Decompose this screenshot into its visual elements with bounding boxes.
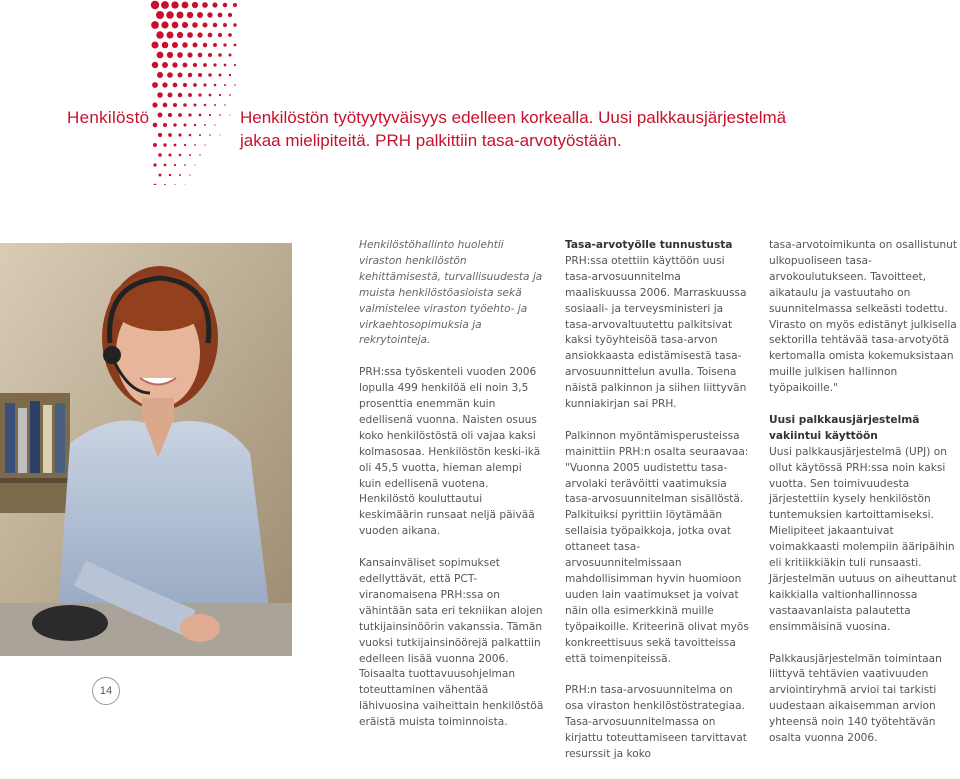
decorative-dot [214,104,216,106]
decorative-dot [203,83,206,86]
paragraph: Uusi palkkausjärjestelmä (UPJ) on ollut käytössä PRH:ssa noin kaksi vuotta. Sen toimivuudesta järjestettiin kysely henkilöstön tuntemuksien kartoittamiseksi. Mielipiteet jakaantuivat voimakkaasti molempiin ääripäihin eli kritiikkiäkin tuli runsaasti. Järjestelmän uutuus on aiheuttanut kaikkialla valtionhallinnossa vastaavanlaista palautetta ensimmäisinä vuosina. [769,445,957,633]
decorative-dot [167,72,173,78]
decorative-dot [173,83,178,88]
decorative-dot [229,94,231,96]
decorative-dot [219,94,221,96]
decorative-dot [203,43,207,47]
decorative-dot [214,124,215,125]
decorative-dot [187,52,192,57]
section-heading: Uusi palkkausjärjestelmä vakiintui käyttöön [769,413,920,442]
decorative-dot [162,62,168,68]
decorative-dot [182,42,188,48]
decorative-dot [161,21,168,28]
decorative-dot [163,103,168,108]
decorative-dot [189,134,192,137]
decorative-dot [152,62,158,68]
text-column-1 [359,238,544,747]
decorative-dot [156,11,164,19]
decorative-dot [152,82,158,88]
decorative-dot [167,52,173,58]
decorative-dot [209,134,211,136]
decorative-dot [159,174,162,177]
decorative-dot [172,22,179,29]
decorative-dot [233,3,237,7]
decorative-dot [179,154,182,157]
decorative-dot [218,33,222,37]
paragraph: PRH:ssa otettiin käyttöön uusi tasa-arvosuunnitelma maaliskuussa 2006. Marraskuussa sosiaali- ja terveysministeri ja tasa-arvovaltuutettu palkitsivat kaksi työyhteisöä tasa-arvon ansiokkaasta edistämisestä tasa-arvosuunnittelun avulla. Toisena näistä palkinnon ja siihen liittyvän kunniakirjan sai PRH. [565,254,747,411]
decorative-dot [199,134,201,136]
decorative-dot [213,23,218,28]
decorative-dot [184,124,187,127]
decorative-dot [188,113,191,116]
decorative-dot [164,164,167,167]
decorative-dot [208,73,211,76]
decorative-dot [199,154,200,155]
decorative-dot [198,93,201,96]
decorative-dot [213,63,216,66]
text-column-3 [769,238,959,763]
decorative-dot [204,124,206,126]
decorative-dot [177,52,183,58]
decorative-dot [187,32,193,38]
paragraph: Palkinnon myöntämisperusteissa mainittiin PRH:n osalta seuraavaa: "Vuonna 2005 uudistettu tasa-arvolaki terävöitti vaatimuksia tasa-arvosuunnitelman sisällöstä. Palkituiksi pyrittiin löytämään sellaisia työpaikkoja, jotka ovat ottaneet tasa-arvosuunnitelmissaan mahdollisimman hyvin huomioon uuden lain vaatimukset ja voivat näin olla esimerkkinä muille työpaikoille. Kriteerinä olivat myös konkreettisuus sekä tavoitteissa että toimenpiteissä. [565,429,749,665]
paragraph: Palkkausjärjestelmän toimintaan liittyvä tehtävien vaativuuden arviointiryhmä arvioi tai tarkisti uudestaan aikaisemman arvion yhteensä noin 140 työtehtävän osalta vuonna 2006. [769,652,942,745]
decorative-dot [188,93,192,97]
decorative-dot [193,103,196,106]
section-label: Henkilöstö [67,108,150,127]
decorative-dot [234,44,237,47]
decorative-dot [197,12,203,18]
decorative-dot [214,84,217,87]
decorative-dot [224,84,226,86]
decorative-dot [173,103,177,107]
decorative-dot [184,144,186,146]
decorative-dot [174,144,177,147]
decorative-dot [183,103,187,107]
decorative-dot [153,163,156,166]
decorative-dot [152,102,157,107]
text-column-2 [565,238,750,779]
decorative-dot [203,63,207,67]
decorative-dot [164,184,166,185]
decorative-dot [197,32,202,37]
decorative-dot [151,41,158,48]
decorative-dot [172,42,178,48]
decorative-dot [168,93,173,98]
decorative-dot [183,63,188,68]
decorative-dot [169,174,171,176]
decorative-dot [212,2,217,7]
decorative-dot [218,13,223,18]
paragraph: tasa-arvotoimikunta on osallistunut ulkopuoliseen tasa-arvokoulutukseen. Tavoitteet, aikataulu ja vastuutaho on suunnitelmassa selkeästi todettu. Virasto on myös edistänyt julkisella sektorilla tehtävää tasa-arvotyötä kertomalla omista kokemuksistaan muille julkisen hallinnon työpaikoille." [769,239,958,395]
decorative-dot [229,74,231,76]
decorative-dot [163,143,166,146]
decorative-dot [178,133,181,136]
decorative-dot [234,84,236,86]
decorative-dot [168,113,172,117]
decorative-dot [192,2,198,8]
decorative-dot [202,22,207,27]
decorative-dot [198,53,203,58]
decorative-dot [198,73,202,77]
decorative-dot [156,31,163,38]
decorative-dot [174,164,176,166]
decorative-dot [153,123,158,128]
decorative-dot [153,143,157,147]
decorative-dot [233,23,236,26]
decorative-dot [202,2,208,8]
decorative-dot [182,22,188,28]
decorative-dot [193,83,197,87]
decorative-dot [228,33,232,37]
decorative-dot [178,113,182,117]
decorative-dot [158,113,163,118]
decorative-dot [204,104,207,107]
photo-woman-with-headset [0,243,292,656]
decorative-dot [179,174,181,176]
decorative-dot [228,13,232,17]
section-heading: Tasa-arvotyölle tunnustusta [565,239,733,251]
decorative-dot [194,144,196,146]
paragraph: PRH:ssa työskenteli vuoden 2006 lopulla 499 henkilöä eli noin 3,5 prosenttia enemmän kuin edellisenä vuonna. Naisten osuus koko henkilöstöstä oli vajaa kaksi kolmasosaa. Henkilöstön keski-ikä oli 45,5 vuotta, hieman alempi kuin edellisenä vuotena. Henkilöstö kouluttautui keskimäärin runsaat neljä päivää vuoden aikana. [359,366,541,538]
intro-paragraph: Henkilöstöhallinto huolehtii viraston henkilöstön kehittämisestä, turvallisuudesta ja muista henkilöstöasioista sekä valmistelee viraston työehto- ja virkaehtosopimuksia ja rekrytointeja. [359,239,543,347]
decorative-dot [174,184,176,185]
decorative-dot [151,21,159,29]
decorative-dot [234,64,236,66]
decorative-dot [193,63,197,67]
decorative-dot [199,114,202,117]
decorative-dot [171,1,178,8]
decorative-dot [229,114,230,115]
decorative-dot [163,123,167,127]
decorative-dot [172,62,177,67]
decorative-dot [219,74,222,77]
paragraph: Kansainväliset sopimukset edellyttävät, että PCT-viranomaisena PRH:ssa on vähintään sata eri tekniikan alojen tutkijainsinöörin vakanssia. Tämän vuoksi tutkijainsinöörejä palkattiin edelleen lisää vuonna 2006. Toisaalta tuottavuusohjelman toteuttaminen vähentää lähivuosina vaiheittain henkilöstöä eräistä muista toiminnoista. [359,557,544,729]
decorative-dot-pattern [150,0,240,185]
decorative-dot [207,12,212,17]
decorative-dot [166,11,174,19]
decorative-dot [208,53,212,57]
decorative-dot [209,94,212,97]
decorative-dot [193,43,198,48]
decorative-dot [167,32,174,39]
decorative-dot [224,104,225,105]
decorative-dot [213,43,217,47]
decorative-dot [157,92,163,98]
decorative-dot [157,72,163,78]
decorative-dot [151,1,159,9]
decorative-dot [177,12,184,19]
decorative-dot [161,1,169,9]
decorative-dot [228,53,231,56]
decorative-dot [189,174,190,175]
page-headline: Henkilöstön työtyytyväisyys edelleen korkealla. Uusi palkkausjärjestelmä jakaa mielipiteitä. PRH palkittiin tasa-arvotyöstään. [240,108,787,150]
decorative-dot [219,114,221,116]
decorative-dot [223,3,228,8]
decorative-dot [177,32,183,38]
decorative-dot [168,133,172,137]
decorative-dot [182,2,189,9]
paragraph: PRH:n tasa-arvosuunnitelma on osa viraston henkilöstöstrategiaa. Tasa-arvosuunnitelmassa on kirjattu toteuttamiseen tarvittavat resurssit ja koko [565,684,747,760]
decorative-dot [162,82,167,87]
decorative-dot [194,124,196,126]
decorative-dot [208,33,213,38]
decorative-dot [223,23,227,27]
page-number: 14 [92,677,120,705]
decorative-dot [173,123,176,126]
decorative-dot [154,184,157,185]
decorative-dot [177,72,182,77]
decorative-dot [209,114,211,116]
decorative-dot [162,42,169,49]
decorative-dot [187,12,193,18]
decorative-dot [178,93,182,97]
decorative-dot [184,164,186,166]
decorative-dot [218,53,222,57]
decorative-dot [224,64,227,67]
decorative-dot [158,153,162,157]
decorative-dot [168,153,171,156]
decorative-dot [194,164,195,165]
decorative-dot [188,73,193,78]
decorative-dot [157,52,164,59]
decorative-dot [189,154,191,156]
decorative-dot [183,83,187,87]
decorative-dot [220,135,221,136]
decorative-dot [158,133,162,137]
decorative-dot [204,144,205,145]
decorative-dot [184,184,185,185]
decorative-dot [223,43,226,46]
decorative-dot [192,22,198,28]
